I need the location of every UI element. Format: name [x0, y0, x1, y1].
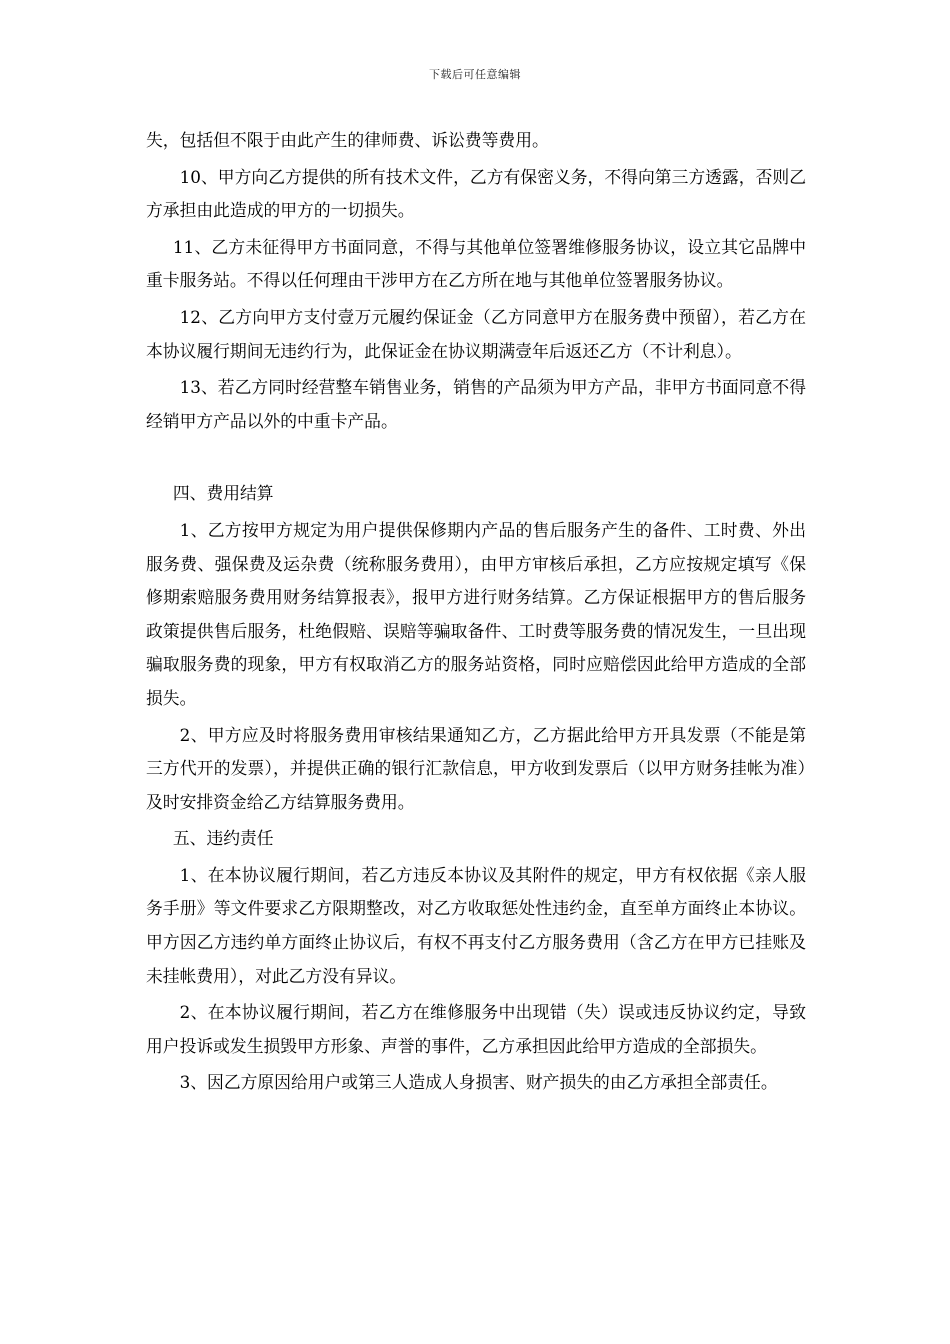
section-heading-breach-liability: 五、违约责任: [172, 828, 274, 849]
clause-12: 12、乙方向甲方支付壹万元履约保证金（乙方同意甲方在服务费中预留），若乙方在本协议履行期间无违约行为，此保证金在协议期满壹年后返还乙方（不计利息）。: [146, 306, 806, 361]
paragraph-continuation: 失，包括但不限于由此产生的律师费、诉讼费等费用。: [146, 130, 549, 150]
page-header-note: 下载后可任意编辑: [429, 68, 521, 81]
clause-10: 10、甲方向乙方提供的所有技术文件，乙方有保密义务，不得向第三方透露，否则乙方承担由此造成的甲方的一切损失。: [146, 166, 806, 221]
clause-13: 13、若乙方同时经营整车销售业务，销售的产品须为甲方产品，非甲方书面同意不得经销甲方产品以外的中重卡产品。: [146, 377, 806, 431]
clause-11: 11、乙方未征得甲方书面同意，不得与其他单位签署维修服务协议，设立其它品牌中重卡服务站。不得以任何理由干涉甲方在乙方所在地与其他单位签署服务协议。: [146, 236, 806, 291]
section-gap: [146, 441, 806, 477]
fee-clause-1: 1、乙方按甲方规定为用户提供保修期内产品的售后服务产生的备件、工时费、外出服务费、强保费及运杂费（统称服务费用），由甲方审核后承担，乙方应按规定填写《保修期索赔服务费用财务结算报表》，报甲方进行财务结算。乙方保证根据甲方的售后服务政策提供售后服务，杜绝假赔、误赔等骗取备件、工时费等服务费的情况发生，一旦出现骗取服务费的现象，甲方有权取消乙方的服务站资格，同时应赔偿因此给甲方造成的全部损失。: [146, 519, 806, 708]
breach-clause-3: 3、因乙方原因给用户或第三人造成人身损害、财产损失的由乙方承担全部责任。: [179, 1072, 778, 1093]
fee-clause-2: 2、甲方应及时将服务费用审核结果通知乙方，乙方据此给甲方开具发票（不能是第三方代开的发票），并提供正确的银行汇款信息，甲方收到发票后（以甲方财务挂帐为准）及时安排资金给乙方结算服务费用。: [146, 724, 806, 812]
document-body: [146, 124, 806, 1103]
breach-clause-2: 2、在本协议履行期间，若乙方在维修服务中出现错（失）误或违反协议约定，导致用户投诉或发生损毁甲方形象、声誉的事件，乙方承担因此给甲方造成的全部损失。: [146, 1002, 806, 1056]
breach-clause-1: 1、在本协议履行期间，若乙方违反本协议及其附件的规定，甲方有权依据《亲人服务手册》等文件要求乙方限期整改，对乙方收取惩处性违约金，直至单方面终止本协议。甲方因乙方违约单方面终止协议后，有权不再支付乙方服务费用（含乙方在甲方已挂账及未挂帐费用），对此乙方没有异议。: [146, 864, 806, 986]
section-heading-fee-settlement: 四、费用结算: [172, 483, 274, 504]
